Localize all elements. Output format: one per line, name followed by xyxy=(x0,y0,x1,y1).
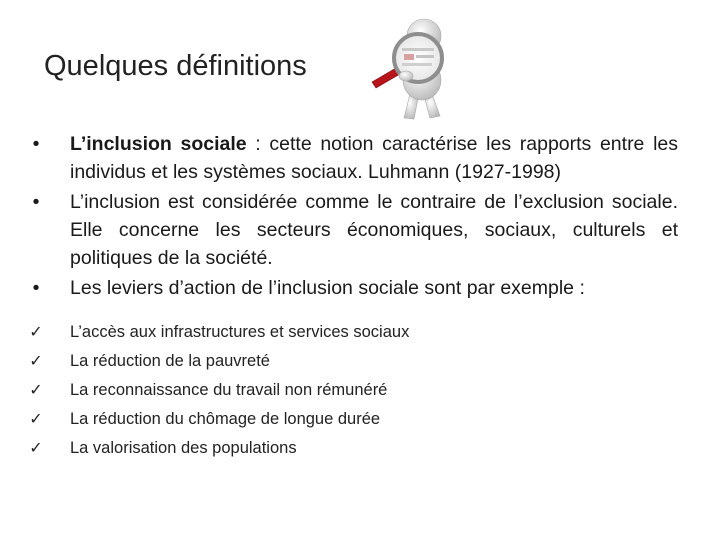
list-item xyxy=(28,405,409,434)
check-item-text: La reconnaissance du travail non rémunéré xyxy=(70,381,388,399)
check-item-text: La réduction de la pauvreté xyxy=(70,352,270,370)
check-item-text: La valorisation des populations xyxy=(70,439,297,457)
bullet-marker: • xyxy=(32,133,40,155)
check-item-text: L’accès aux infrastructures et services sociaux xyxy=(70,323,410,341)
check-item-text: La réduction du chômage de longue durée xyxy=(70,410,381,428)
checkmark-icon: ✓ xyxy=(29,411,43,428)
checkmark-icon: ✓ xyxy=(29,353,43,370)
list-item xyxy=(28,376,409,405)
definition-text: Les leviers d’action de l’inclusion sociale sont par exemple : xyxy=(70,277,585,299)
list-item xyxy=(28,130,678,186)
bullet-marker: • xyxy=(32,191,40,213)
list-item xyxy=(28,347,409,376)
checkmark-icon: ✓ xyxy=(29,382,43,399)
list-item xyxy=(28,188,678,272)
checkmark-icon: ✓ xyxy=(29,440,43,457)
check-list xyxy=(28,318,409,463)
term: L’inclusion sociale xyxy=(70,133,247,155)
bullet-list xyxy=(28,130,678,304)
slide-title: Quelques définitions xyxy=(44,50,307,82)
list-item xyxy=(28,318,409,347)
definition-text: : cette notion caractérise les rapports entre les individus et les systèmes sociaux. Luhmann (1927-1998) xyxy=(70,133,678,183)
checkmark-icon: ✓ xyxy=(29,324,43,341)
list-item xyxy=(28,434,409,463)
person-with-magnifying-glass-icon xyxy=(366,16,478,122)
definition-text: L’inclusion est considérée comme le contraire de l’exclusion sociale. Elle concerne les secteurs économiques, sociaux, culturels et politiques de la société. xyxy=(70,191,678,269)
list-item xyxy=(28,274,678,302)
bullet-marker: • xyxy=(32,277,40,299)
